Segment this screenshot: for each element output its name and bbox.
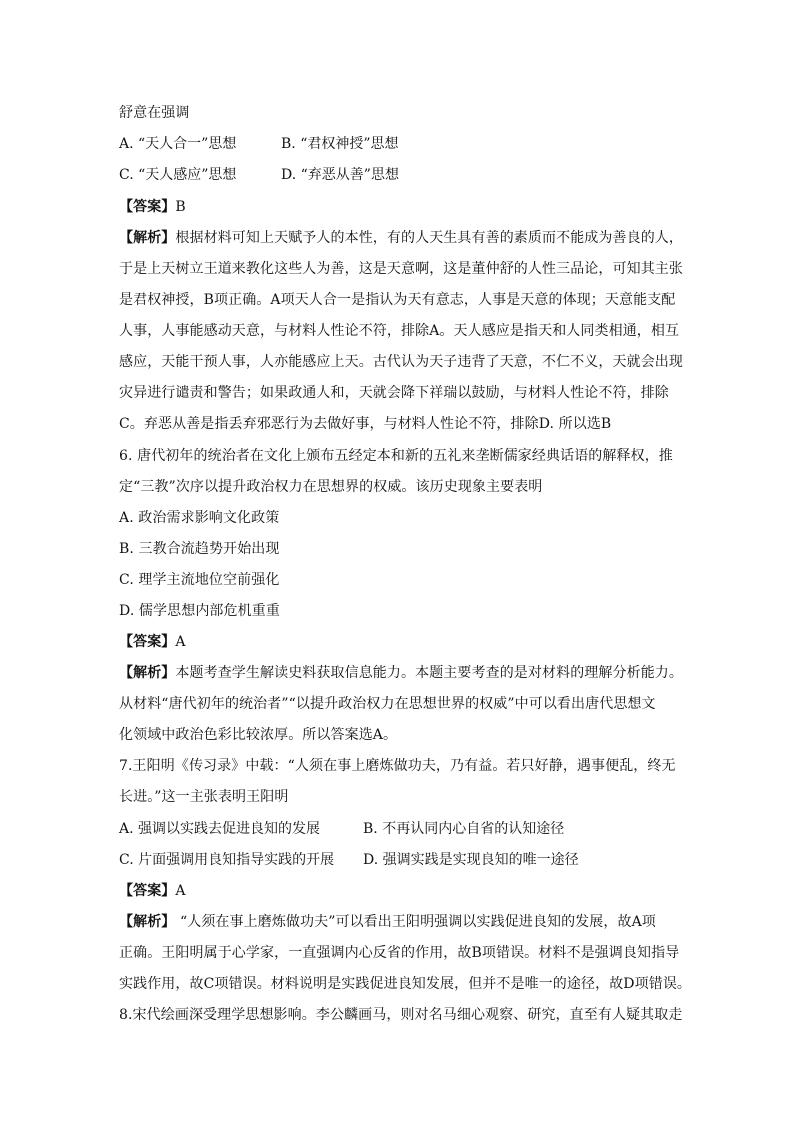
answer-value: A (175, 883, 186, 899)
answer-label: 【答案】 (119, 634, 176, 650)
q7-analysis-line: 正确。王阳明属于心学家，一直强调内心反省的作用，故B项错误。材料不是强调良知指导 (119, 945, 680, 961)
q5-option-a: A. “天人合一”思想 (119, 136, 237, 152)
q6-analysis-line: 从材料“唐代初年的统治者”“以提升政治权力在思想世界的权威”中可以看出唐代思想文 (119, 696, 656, 712)
q7-analysis-line: 实践作用，故C项错误。材料说明是实践促进良知发展，但并不是唯一的途径，故D项错误。 (119, 976, 692, 992)
q6-option-c: C. 理学主流地位空前强化 (119, 572, 280, 588)
q7-stem-line: 7.王阳明《传习录》中载：“人须在事上磨炼做功夫，乃有益。若只好静，遇事便乱，终无 (119, 758, 676, 774)
q7-option-d: D. 强调实践是实现良知的唯一途径 (363, 852, 579, 868)
analysis-label: 【解析】 (119, 665, 176, 681)
q7-option-b: B. 不再认同内心自省的认知途径 (363, 821, 565, 837)
q7-option-a: A. 强调以实践去促进良知的发展 (119, 821, 321, 837)
answer-label: 【答案】 (119, 883, 176, 899)
q7-analysis-line (119, 913, 656, 931)
q5-analysis-line: 感应，天能干预人事，人亦能感应上天。古代认为天子违背了天意，不仁不义，天就会出现 (119, 354, 683, 370)
q6-stem-line: 6. 唐代初年的统治者在文化上颁布五经定本和新的五礼来垄断儒家经典话语的解释权，推 (119, 448, 673, 464)
q6-option-d: D. 儒学思想内部危机重重 (119, 603, 280, 619)
q6-answer (119, 633, 186, 651)
answer-value: B (175, 199, 186, 215)
q5-stem-tail: 舒意在强调 (119, 105, 190, 121)
q6-stem-line: 定“三教”次序以提升政治权力在思想界的权威。该历史现象主要表明 (119, 479, 543, 495)
q8-stem-line: 8.宋代绘画深受理学思想影响。李公麟画马，则对名马细心观察、研究，直至有人疑其取走 (119, 1007, 683, 1023)
q5-option-c: C. “天人感应”思想 (119, 167, 237, 183)
q6-analysis-line (119, 664, 683, 682)
q5-option-b: B. “君权神授”思想 (281, 136, 399, 152)
analysis-label: 【解析】 (119, 914, 176, 930)
answer-label: 【答案】 (119, 199, 176, 215)
analysis-text: “人须在事上磨炼做功夫”可以看出王阳明强调以实践促进良知的发展，故A项 (175, 914, 656, 930)
q5-analysis-line: 灾异进行谴责和警告；如果政通人和，天就会降下祥瑞以鼓励，与材料人性论不符，排除 (119, 385, 669, 401)
q5-analysis-line: 于是上天树立王道来教化这些人为善，这是天意啊，这是董仲舒的人性三品论，可知其主张 (119, 261, 683, 277)
q5-answer (119, 198, 186, 216)
q7-stem-line: 长进。”这一主张表明王阳明 (119, 789, 289, 805)
q7-answer (119, 882, 186, 900)
analysis-text: 根据材料可知上天赋予人的本性，有的人天生具有善的素质而不能成为善良的人， (175, 230, 684, 246)
q7-option-c: C. 片面强调用良知指导实践的开展 (119, 852, 335, 868)
q6-analysis-line: 化领域中政治色彩比较浓厚。所以答案选A。 (119, 727, 398, 743)
q5-analysis-line: 是君权神授，B项正确。A项天人合一是指认为天有意志，人事是天意的体现；天意能支配 (119, 292, 676, 308)
q5-analysis-line: C。弃恶从善是指丢弃邪恶行为去做好事，与材料人性论不符，排除D. 所以选B (119, 416, 612, 432)
q6-option-a: A. 政治需求影响文化政策 (119, 510, 280, 526)
q5-analysis-line: 人事，人事能感动天意，与材料人性论不符，排除A。天人感应是指天和人同类相通，相互 (119, 323, 680, 339)
answer-value: A (175, 634, 186, 650)
q6-option-b: B. 三教合流趋势开始出现 (119, 541, 280, 557)
q5-option-d: D. “弃恶从善”思想 (281, 167, 399, 183)
analysis-label: 【解析】 (119, 230, 176, 246)
analysis-text: 本题考查学生解读史料获取信息能力。本题主要考查的是对材料的理解分析能力。 (175, 665, 684, 681)
q5-analysis-line (119, 229, 683, 247)
